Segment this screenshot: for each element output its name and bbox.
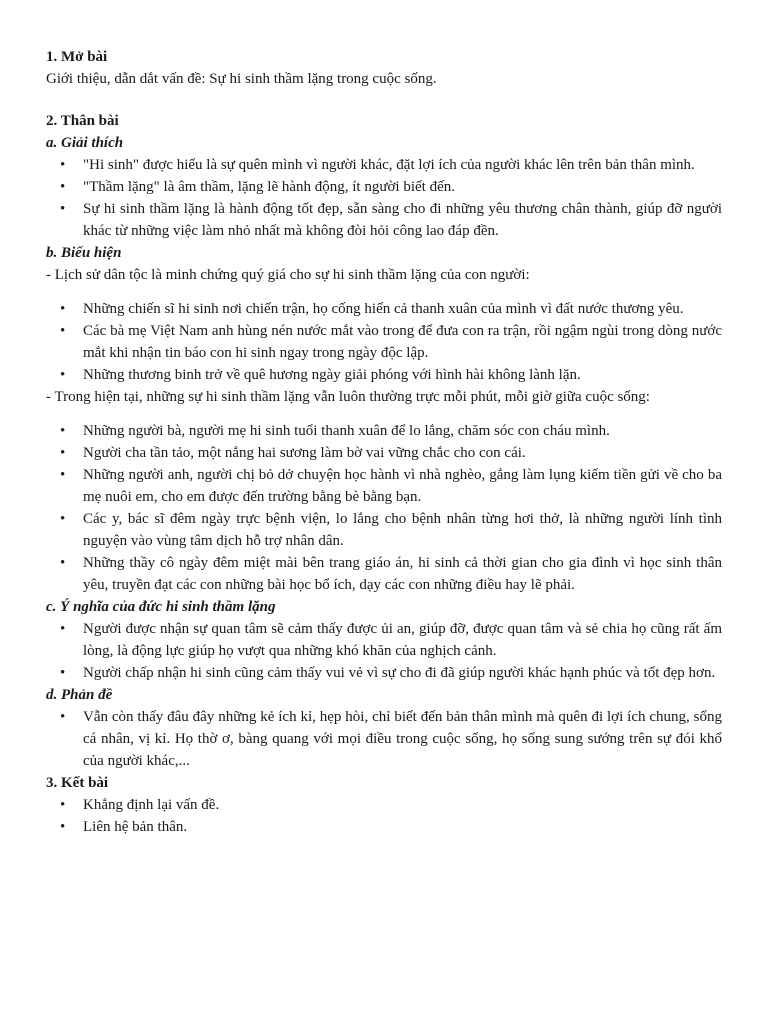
list-item: • Những chiến sĩ hi sinh nơi chiến trận, họ cống hiến cả thanh xuân của mình vì đất nước thương yêu.: [83, 298, 722, 320]
list-item: • Người chấp nhận hi sinh cũng cảm thấy vui vẻ vì sự cho đi đã giúp người khác hạnh phúc và tốt đẹp hơn.: [83, 662, 722, 684]
list-item: • "Thầm lặng" là âm thầm, lặng lẽ hành động, ít người biết đến.: [83, 176, 722, 198]
list-item: • "Hi sinh" được hiểu là sự quên mình vì người khác, đặt lợi ích của người khác lên trên bản thân mình.: [83, 154, 722, 176]
counterargument-list: [46, 706, 722, 772]
subheading-meaning: c. Ý nghĩa của đức hi sinh thầm lặng: [46, 599, 276, 615]
section-heading-conclusion: 3. Kết bài: [46, 775, 109, 791]
section-body: [46, 110, 722, 772]
present-examples-list: [46, 420, 722, 596]
list-item: • Những người anh, người chị bỏ dở chuyện học hành vì nhà nghèo, gắng làm lụng kiếm tiền gửi về cho ba mẹ nuôi em, cho em được đến trường bằng bè bằng bạn.: [83, 464, 722, 508]
list-item: • Liên hệ bản thân.: [83, 816, 722, 838]
past-examples-list: [46, 298, 722, 386]
intro-text: Giới thiệu, dẫn dắt vấn đề: Sự hi sinh thầm lặng trong cuộc sống.: [46, 71, 437, 87]
list-item: • Các y, bác sĩ đêm ngày trực bệnh viện, lo lắng cho bệnh nhân từng hơi thở, là những người lính tình nguyện vào vùng tâm dịch hỗ trợ nhân dân.: [83, 508, 722, 552]
section-heading-intro: 1. Mở bài: [46, 49, 108, 65]
section-heading-body: 2. Thân bài: [46, 113, 119, 129]
explanation-list: [46, 154, 722, 242]
subheading-manifestation: b. Biểu hiện: [46, 245, 122, 261]
conclusion-list: [46, 794, 722, 838]
past-intro-text: - Lịch sử dân tộc là minh chứng quý giá cho sự hi sinh thầm lặng của con người:: [46, 267, 530, 283]
list-item: • Những thương binh trở về quê hương ngày giải phóng với hình hài không lành lặn.: [83, 364, 722, 386]
list-item: • Sự hi sinh thầm lặng là hành động tốt đẹp, sẵn sàng cho đi những yêu thương chân thành, giúp đỡ người khác từ những việc làm nhỏ nhất mà không đòi hỏi công lao đáp đền.: [83, 198, 722, 242]
section-conclusion: [46, 772, 722, 838]
subheading-counterargument: d. Phản đề: [46, 687, 113, 703]
list-item: • Các bà mẹ Việt Nam anh hùng nén nước mắt vào trong để đưa con ra trận, rồi ngậm ngùi trong dòng nước mắt khi nhận tin báo con hi sinh ngay trong ngày độc lập.: [83, 320, 722, 364]
list-item: • Khẳng định lại vấn đề.: [83, 794, 722, 816]
list-item: • Những người bà, người mẹ hi sinh tuổi thanh xuân để lo lắng, chăm sóc con cháu mình.: [83, 420, 722, 442]
list-item: • Người được nhận sự quan tâm sẽ cảm thấy được ủi an, giúp đỡ, được quan tâm và sẻ chia họ cũng rất ấm lòng, là động lực giúp họ vượt qua những khó khăn của nghịch cảnh.: [83, 618, 722, 662]
list-item: • Vẫn còn thấy đâu đây những kẻ ích kỉ, hẹp hòi, chỉ biết đến bản thân mình mà quên đi lợi ích chung, sống cá nhân, vị kỉ. Họ thờ ơ, bàng quang với mọi điều trong cuộc sống, họ sống sung sướng trên sự đói khổ của người khác,...: [83, 706, 722, 772]
list-item: • Người cha tần tảo, một nắng hai sương làm bờ vai vững chắc cho con cái.: [83, 442, 722, 464]
subheading-explanation: a. Giải thích: [46, 135, 124, 151]
list-item: • Những thầy cô ngày đêm miệt mài bên trang giáo án, hi sinh cả thời gian cho gia đình vì học sinh thân yêu, truyền đạt các con những bài học bổ ích, dạy các con những điều hay lẽ phải.: [83, 552, 722, 596]
meaning-list: [46, 618, 722, 684]
section-intro: [46, 46, 722, 90]
present-intro-text: - Trong hiện tại, những sự hi sinh thầm lặng vẫn luôn thường trực mỗi phút, mỗi giờ giữa cuộc sống:: [46, 389, 650, 405]
